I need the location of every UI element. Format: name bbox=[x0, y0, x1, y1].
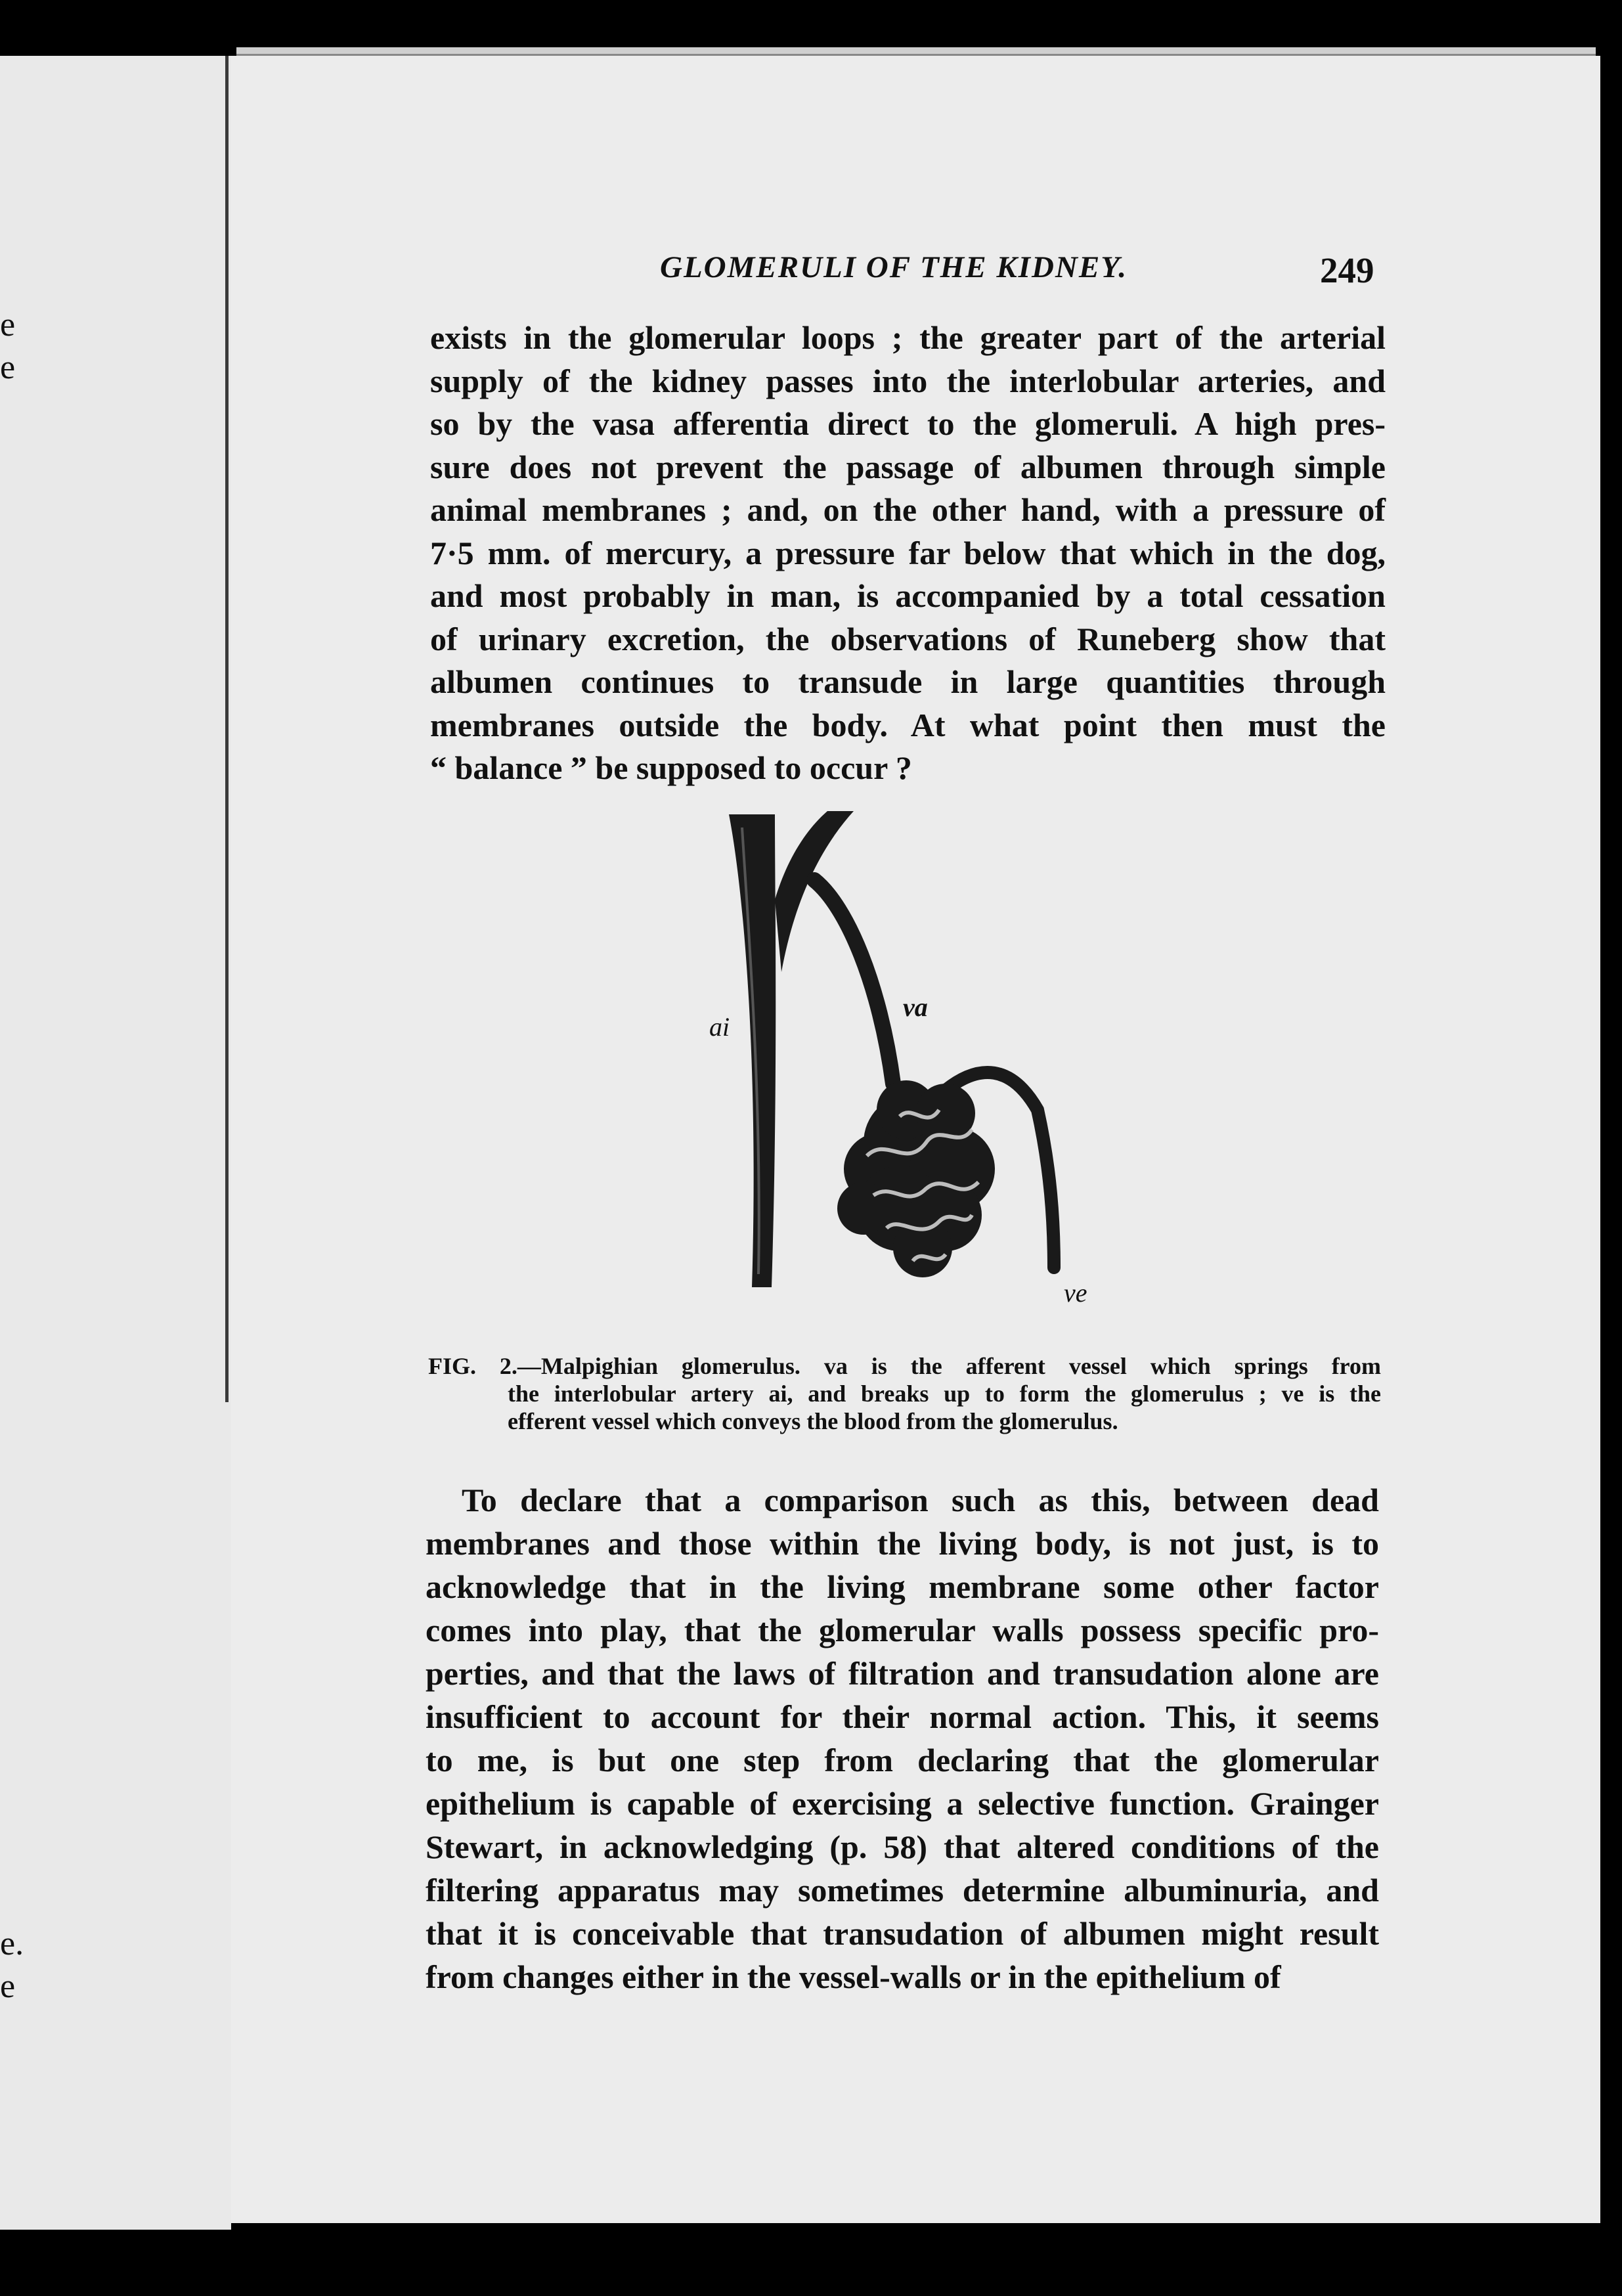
text-line: Stewart, in acknowledging (p. 58) that altered conditions of the bbox=[426, 1828, 1379, 1865]
text-line: from changes either in the vessel-walls or in the epithelium of bbox=[426, 1958, 1281, 1995]
left-page-fragment: e bbox=[0, 306, 16, 343]
text-line: and most probably in man, is accompanied by a total cessation bbox=[430, 577, 1386, 614]
text-line: supply of the kidney passes into the interlobular arteries, and bbox=[430, 362, 1386, 399]
running-head: GLOMERULI OF THE KIDNEY. bbox=[660, 250, 1128, 284]
text-line: albumen continues to transude in large quantities through bbox=[430, 663, 1386, 700]
text-line: membranes and those within the living body, is not just, is to bbox=[426, 1525, 1379, 1562]
left-page bbox=[0, 56, 231, 2230]
label-ai: ai bbox=[709, 1012, 730, 1042]
text-line: To declare that a comparison such as this, between dead bbox=[462, 1482, 1379, 1518]
left-page-fragment: e bbox=[0, 349, 16, 386]
text-line: of urinary excretion, the observations of Runeberg show that bbox=[430, 620, 1386, 657]
text-line: filtering apparatus may sometimes determine albuminuria, and bbox=[426, 1872, 1379, 1909]
text-line: membranes outside the body. At what point then must the bbox=[430, 706, 1386, 743]
text-line: 7·5 mm. of mercury, a pressure far below that which in the dog, bbox=[430, 534, 1386, 571]
text-line: sure does not prevent the passage of albumen through simple bbox=[430, 448, 1386, 485]
label-va: va bbox=[903, 992, 928, 1022]
caption-line: the interlobular artery ai, and breaks up to form the glomerulus ; ve is the bbox=[508, 1380, 1381, 1407]
figure-glomerulus bbox=[696, 801, 1103, 1314]
left-page-fragment: e bbox=[0, 1968, 16, 2005]
gutter-line bbox=[225, 56, 229, 1402]
glomerulus-illustration bbox=[696, 801, 1103, 1314]
text-line: perties, and that the laws of filtration and transudation alone are bbox=[426, 1655, 1379, 1692]
text-line: so by the vasa afferentia direct to the glomeruli. A high pres- bbox=[430, 405, 1386, 442]
left-page-fragment: e. bbox=[0, 1925, 24, 1962]
text-line: epithelium is capable of exercising a selective function. Grainger bbox=[426, 1785, 1379, 1822]
text-line: animal membranes ; and, on the other hand, with a pressure of bbox=[430, 491, 1386, 528]
text-line: that it is conceivable that transudation of albumen might result bbox=[426, 1915, 1379, 1952]
text-line: “ balance ” be supposed to occur ? bbox=[430, 749, 912, 786]
text-line: insufficient to account for their normal action. This, it seems bbox=[426, 1698, 1379, 1735]
text-line: to me, is but one step from declaring that the glomerular bbox=[426, 1742, 1379, 1778]
text-line: comes into play, that the glomerular walls possess specific pro- bbox=[426, 1612, 1379, 1648]
caption-line: FIG. 2.—Malpighian glomerulus. va is the afferent vessel which springs from bbox=[428, 1353, 1381, 1379]
caption-line: efferent vessel which conveys the blood from the glomerulus. bbox=[508, 1408, 1118, 1434]
label-ve: ve bbox=[1064, 1278, 1087, 1308]
text-line: exists in the glomerular loops ; the greater part of the arterial bbox=[430, 319, 1386, 356]
text-line: acknowledge that in the living membrane some other factor bbox=[426, 1568, 1379, 1605]
page-number: 249 bbox=[1320, 250, 1374, 290]
page-edge bbox=[236, 47, 1596, 56]
